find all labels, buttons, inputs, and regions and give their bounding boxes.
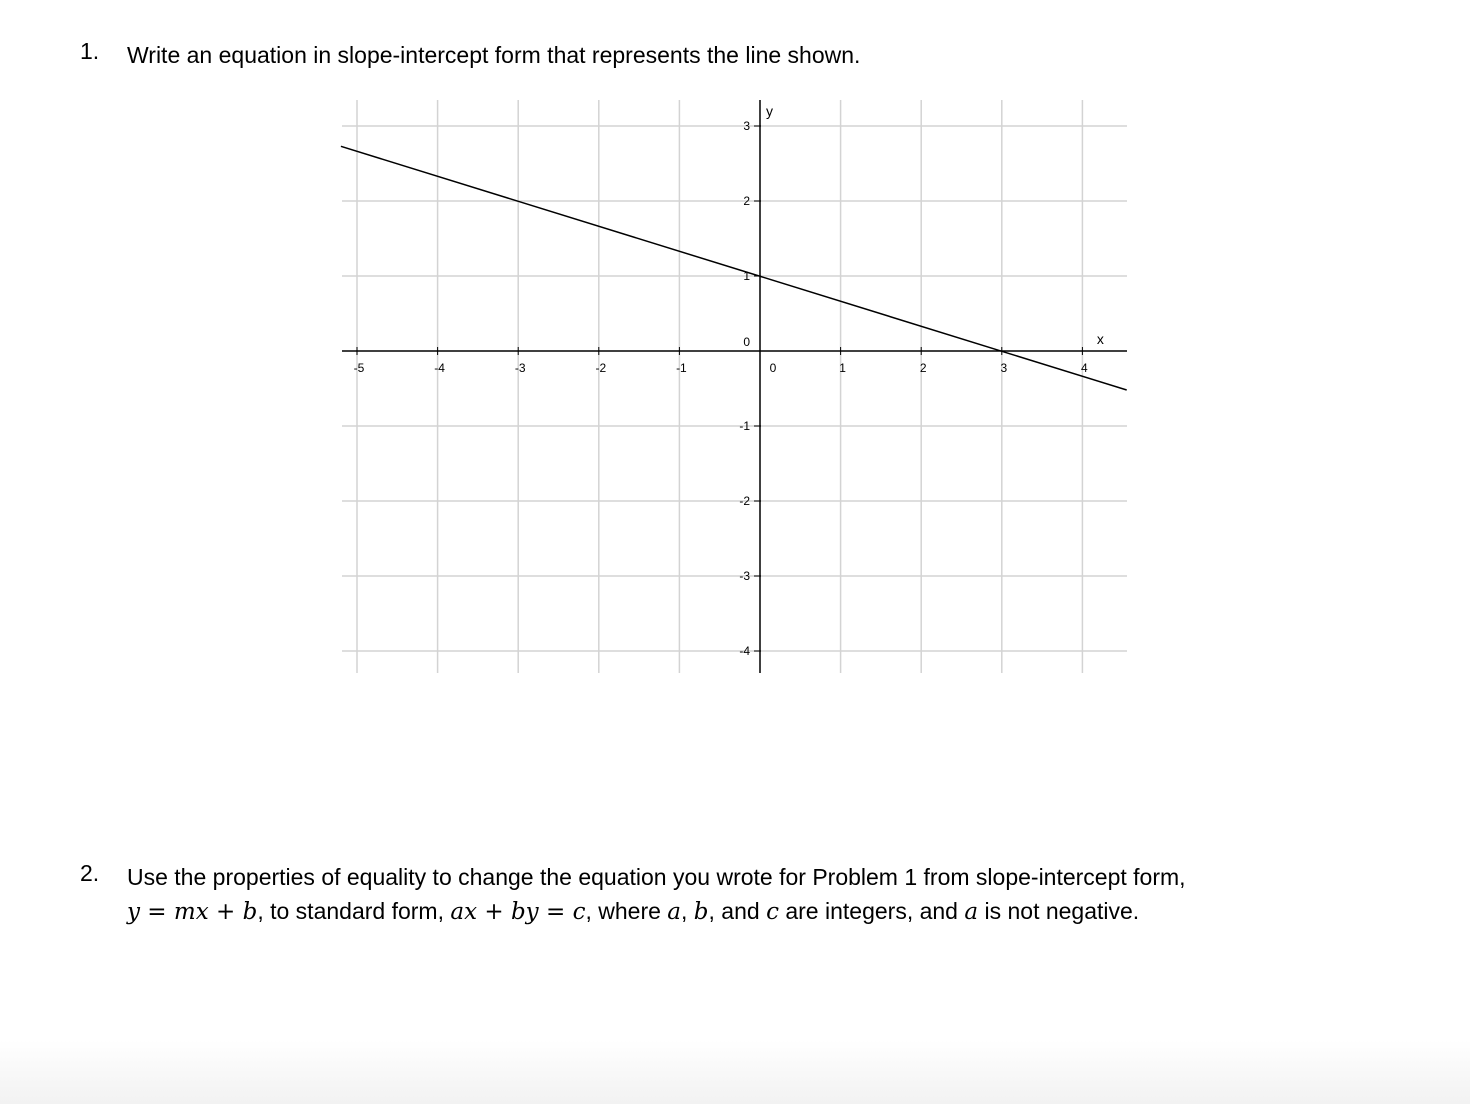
x-axis-label: x: [1096, 331, 1104, 347]
x-tick-label: -4: [434, 361, 445, 375]
x-tick-label: 4: [1081, 361, 1088, 375]
math-b: b: [693, 899, 709, 925]
x-tick-label: 0: [769, 361, 777, 375]
y-tick-label: 2: [743, 194, 750, 208]
page-bottom-shadow: [0, 1040, 1470, 1104]
math-c: c: [572, 899, 586, 925]
x-tick-label: -1: [676, 361, 687, 375]
math-ax: ax: [450, 899, 478, 925]
y-tick-label: -2: [739, 494, 750, 508]
math-equals: =: [140, 899, 174, 925]
x-tick-label: 3: [1000, 361, 1008, 375]
y-tick-label: 1: [743, 269, 750, 283]
grid-lines: [342, 100, 1127, 673]
math-by: by: [510, 899, 539, 925]
math-a: a: [667, 899, 682, 925]
y-axis-label: y: [766, 103, 773, 119]
math-y: y: [127, 899, 140, 925]
math-b: b: [242, 899, 258, 925]
math-a: a: [964, 899, 979, 925]
math-c: c: [766, 899, 779, 925]
text-segment: ,: [681, 898, 694, 924]
problem-2-line-1: Use the properties of equality to change the equation you wrote for Problem 1 from slope-intercept form,: [127, 864, 1186, 890]
x-tick-label: -5: [353, 361, 365, 375]
problem-1-number: 1.: [80, 38, 100, 64]
text-segment: , to standard form,: [257, 898, 451, 924]
text-segment: is not negative.: [978, 898, 1140, 924]
y-tick-label: -4: [739, 644, 750, 658]
problem-2-text: [127, 860, 1186, 929]
y-tick-label: -3: [739, 569, 750, 583]
x-tick-label: 2: [919, 361, 927, 375]
text-segment: , where: [585, 898, 668, 924]
math-equals: =: [538, 899, 573, 925]
y-tick-label: 3: [743, 119, 750, 133]
math-plus: +: [208, 899, 243, 925]
text-segment: are integers, and: [778, 898, 965, 924]
problem-2-line-2: [127, 894, 1186, 929]
problem-1-text: Write an equation in slope-intercept form that represents the line shown.: [127, 42, 861, 68]
x-tick-label: -3: [514, 361, 526, 375]
x-tick-label: -2: [595, 361, 607, 375]
y-tick-label: 0: [743, 335, 750, 349]
problem-2-number: 2.: [80, 860, 100, 886]
x-tick-label: 1: [839, 361, 846, 375]
series-line: [341, 146, 1127, 390]
math-plus: +: [477, 899, 511, 925]
math-mx: mx: [173, 899, 209, 925]
text-segment: , and: [708, 898, 767, 924]
y-tick-label: -1: [739, 419, 750, 433]
